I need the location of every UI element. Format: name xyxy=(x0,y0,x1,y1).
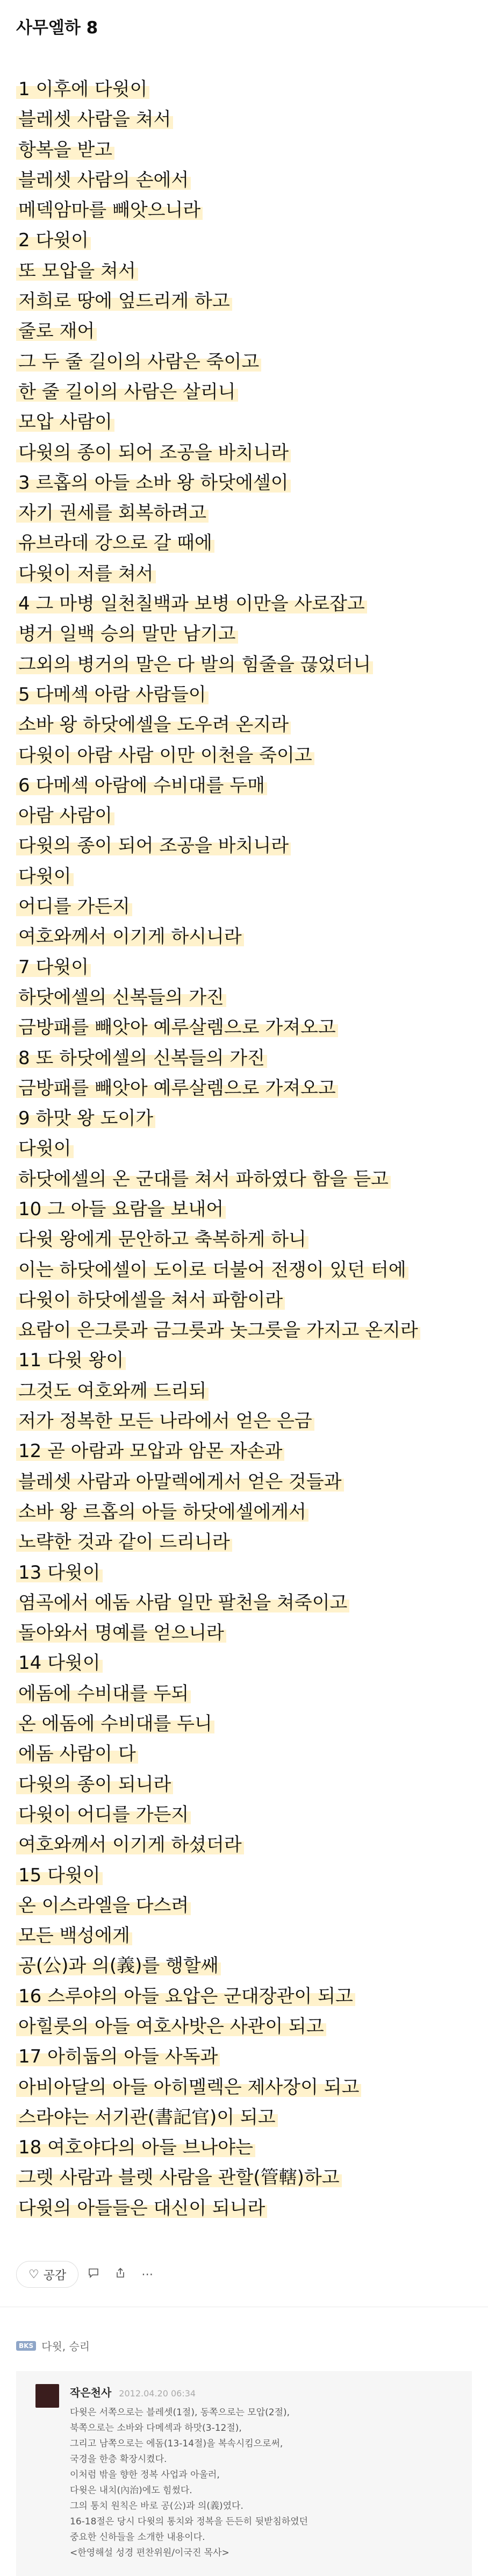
comment-line: 이처럼 밖을 향한 정복 사업과 아울러, xyxy=(70,2470,220,2480)
verse-text: 다윗의 아들들은 대신이 되니라 xyxy=(16,2197,267,2219)
comment-line: 중요한 신하들을 소개한 내용이다. xyxy=(70,2532,205,2543)
verse-text: 그것도 여호와께 드리되 xyxy=(16,1380,209,1402)
verse-line xyxy=(0,1315,488,1345)
verse-line xyxy=(0,1981,488,2011)
verse-text: 여호와께서 이기게 하시니라 xyxy=(16,926,244,947)
verse-line xyxy=(0,619,488,649)
tag-badge: BKS xyxy=(16,2341,36,2351)
verse-text: 소바 왕 하닷에셀을 도우려 온지라 xyxy=(16,714,291,736)
verse-text: 온 에돔에 수비대를 두니 xyxy=(16,1713,214,1735)
verse-line xyxy=(0,1255,488,1285)
verse-text: 1 이후에 다윗이 xyxy=(16,79,149,100)
tag-row xyxy=(16,2338,90,2353)
comment-icon[interactable] xyxy=(82,2267,105,2282)
verse-text: 4 그 마병 일천칠백과 보병 이만을 사로잡고 xyxy=(16,593,367,615)
verse-line xyxy=(0,1618,488,1648)
verse-text: 자기 권세를 회복하려고 xyxy=(16,502,209,524)
verse-text: 다윗이 어디를 가든지 xyxy=(16,1804,191,1825)
verse-text: 온 이스라엘을 다스려 xyxy=(16,1895,191,1916)
verse-line xyxy=(0,1679,488,1709)
verse-line xyxy=(0,1133,488,1164)
verse-text: 10 그 아들 요람을 보내어 xyxy=(16,1198,226,1220)
verse-text: 아람 사람이 xyxy=(16,805,114,826)
verse-line xyxy=(0,2011,488,2042)
verse-line xyxy=(0,165,488,195)
post-actions xyxy=(16,2261,159,2288)
verse-text: 저가 정복한 모든 나라에서 얻은 은금 xyxy=(16,1410,314,1432)
verse-list xyxy=(0,74,488,2223)
verse-text: 어디를 가든지 xyxy=(16,896,132,917)
comment-line: 다윗은 내치(內治)에도 힘썼다. xyxy=(70,2485,192,2496)
verse-text: 다윗이 저를 쳐서 xyxy=(16,563,156,584)
verse-text: 에돔 사람이 다 xyxy=(16,1743,138,1765)
verse-text: 다윗이 아람 사람 이만 이천을 죽이고 xyxy=(16,745,314,766)
verse-line xyxy=(0,1648,488,1678)
verse-text: 9 하맛 왕 도이가 xyxy=(16,1108,155,1129)
verse-text: 공(公)과 의(義)를 행할쌔 xyxy=(16,1955,221,1976)
verse-line xyxy=(0,922,488,952)
verse-line xyxy=(0,1527,488,1557)
verse-line xyxy=(0,468,488,498)
comment-line: 국경을 한층 확장시켰다. xyxy=(70,2454,167,2465)
like-button[interactable] xyxy=(16,2261,78,2288)
verse-line xyxy=(0,1043,488,1073)
verse-line xyxy=(0,225,488,255)
comment-line: <한영해설 성경 편찬위원/이국진 목사> xyxy=(70,2548,229,2558)
verse-line xyxy=(0,1012,488,1043)
verse-text: 그렛 사람과 블렛 사람을 관할(管轄)하고 xyxy=(16,2167,342,2188)
verse-text: 11 다윗 왕이 xyxy=(16,1350,126,1371)
verse-line xyxy=(0,1436,488,1466)
verse-text: 17 아히둡의 아들 사독과 xyxy=(16,2046,220,2067)
verse-line xyxy=(0,1467,488,1497)
heart-icon: ♡ xyxy=(28,2267,39,2281)
verse-line xyxy=(0,1406,488,1436)
verse-text: 염곡에서 에돔 사람 일만 팔천을 쳐죽이고 xyxy=(16,1592,349,1614)
verse-line xyxy=(0,1921,488,1951)
verse-text: 모든 백성에게 xyxy=(16,1925,132,1946)
verse-text: 15 다윗이 xyxy=(16,1865,103,1886)
verse-text: 13 다윗이 xyxy=(16,1562,103,1583)
verse-text: 하닷에셀의 신복들의 가진 xyxy=(16,987,226,1008)
verse-text: 항복을 받고 xyxy=(16,139,114,161)
verse-line xyxy=(0,1164,488,1194)
verse-text: 다윗의 종이 되니라 xyxy=(16,1774,173,1795)
verse-text: 블레셋 사람을 쳐서 xyxy=(16,109,173,130)
verse-text: 5 다메섹 아람 사람들이 xyxy=(16,684,209,705)
verse-line xyxy=(0,316,488,346)
comment-date: 2012.04.20 06:34 xyxy=(119,2388,196,2399)
verse-text: 유브라데 강으로 갈 때에 xyxy=(16,532,214,554)
verse-text: 2 다윗이 xyxy=(16,230,91,251)
verse-line xyxy=(0,528,488,558)
verse-line xyxy=(0,650,488,680)
verse-line xyxy=(0,982,488,1012)
verse-line xyxy=(0,1558,488,1588)
verse-line xyxy=(0,1739,488,1769)
verse-line xyxy=(0,1224,488,1254)
verse-line xyxy=(0,347,488,377)
verse-text: 블레셋 사람과 아말렉에게서 얻은 것들과 xyxy=(16,1471,344,1493)
verse-line xyxy=(0,680,488,710)
verse-line xyxy=(0,1103,488,1133)
verse-text: 14 다윗이 xyxy=(16,1652,103,1674)
verse-line xyxy=(0,1376,488,1406)
verse-text: 요람이 은그릇과 금그릇과 놋그릇을 가지고 온지라 xyxy=(16,1319,420,1341)
verse-text: 메덱암마를 빼앗으니라 xyxy=(16,199,203,221)
verse-text: 소바 왕 르홉의 아들 하닷에셀에게서 xyxy=(16,1501,308,1523)
share-icon[interactable] xyxy=(109,2267,132,2282)
verse-text: 다윗의 종이 되어 조공을 바치니라 xyxy=(16,835,291,857)
verse-text: 모압 사람이 xyxy=(16,411,114,433)
verse-line xyxy=(0,770,488,801)
verse-text: 6 다메섹 아람에 수비대를 두매 xyxy=(16,775,267,796)
verse-line xyxy=(0,1588,488,1618)
comment-line: 다윗은 서쪽으로는 블레셋(1절), 동쪽으로는 모압(2절), xyxy=(70,2407,290,2418)
verse-line xyxy=(0,1769,488,1800)
verse-line xyxy=(0,952,488,982)
verse-text: 돌아와서 명예를 얻으니라 xyxy=(16,1622,226,1644)
verse-text: 16 스루야의 아들 요압은 군대장관이 되고 xyxy=(16,1986,355,2007)
verse-text: 다윗 왕에게 문안하고 축복하게 하니 xyxy=(16,1229,308,1250)
verse-line xyxy=(0,195,488,225)
verse-text: 노략한 것과 같이 드리니라 xyxy=(16,1531,232,1553)
verse-text: 하닷에셀의 온 군대를 쳐서 파하였다 함을 듣고 xyxy=(16,1168,391,1190)
verse-text: 또 모압을 쳐서 xyxy=(16,260,138,282)
verse-text: 3 르홉의 아들 소바 왕 하닷에셀이 xyxy=(16,472,291,494)
verse-line xyxy=(0,2042,488,2072)
verse-line xyxy=(0,2193,488,2223)
verse-text: 금방패를 빼앗아 예루살렘으로 가져오고 xyxy=(16,1078,338,1099)
verse-line xyxy=(0,1951,488,1981)
verse-line xyxy=(0,1497,488,1527)
post-title: 사무엘하 8 xyxy=(16,18,98,38)
verse-text: 블레셋 사람의 손에서 xyxy=(16,169,191,191)
more-icon[interactable]: ⋯ xyxy=(141,2267,154,2281)
verse-line xyxy=(0,559,488,589)
verse-line xyxy=(0,1194,488,1224)
verse-line xyxy=(0,407,488,437)
verse-text: 다윗이 하닷에셀을 쳐서 파함이라 xyxy=(16,1289,285,1311)
verse-text: 여호와께서 이기게 하셨더라 xyxy=(16,1834,244,1856)
verse-text: 그외의 병거의 말은 다 발의 힘줄을 끊었더니 xyxy=(16,654,373,675)
verse-text: 한 줄 길이의 사람은 살리니 xyxy=(16,381,238,403)
verse-line xyxy=(0,74,488,104)
verse-line xyxy=(0,1285,488,1315)
avatar[interactable] xyxy=(35,2384,59,2408)
verse-line xyxy=(0,1345,488,1375)
verse-line xyxy=(0,104,488,134)
verse-text: 12 곧 아람과 모압과 암몬 자손과 xyxy=(16,1440,284,1462)
comment-text xyxy=(70,2405,457,2561)
verse-line xyxy=(0,801,488,831)
verse-line xyxy=(0,1890,488,1921)
verse-text: 8 또 하닷에셀의 신복들의 가진 xyxy=(16,1047,267,1069)
verse-line xyxy=(0,438,488,468)
verse-line xyxy=(0,256,488,286)
verse-line xyxy=(0,2163,488,2193)
verse-line xyxy=(0,1860,488,1890)
verse-line xyxy=(0,1830,488,1860)
verse-line xyxy=(0,135,488,165)
comment-author[interactable]: 작은천사 xyxy=(70,2386,112,2399)
verse-text: 7 다윗이 xyxy=(16,957,91,978)
verse-line xyxy=(0,1709,488,1739)
verse-line xyxy=(0,377,488,407)
comment-line: 그의 통치 원칙은 바로 공(公)과 의(義)였다. xyxy=(70,2501,243,2511)
verse-text: 저희로 땅에 엎드리게 하고 xyxy=(16,290,232,312)
verse-line xyxy=(0,740,488,770)
like-label: 공감 xyxy=(43,2268,67,2282)
comment-box xyxy=(16,2371,472,2576)
verse-text: 다윗이 xyxy=(16,1138,74,1159)
verse-line xyxy=(0,1800,488,1830)
verse-text: 병거 일백 승의 말만 남기고 xyxy=(16,623,238,645)
verse-line xyxy=(0,498,488,528)
comment-line: 북쪽으로는 소바와 다메섹과 하맛(3-12절), xyxy=(70,2423,242,2434)
verse-text: 아비아달의 아들 아히멜렉은 제사장이 되고 xyxy=(16,2077,361,2098)
verse-text: 다윗이 xyxy=(16,866,74,887)
verse-line xyxy=(0,861,488,891)
verse-line xyxy=(0,286,488,316)
verse-line xyxy=(0,710,488,740)
verse-text: 이는 하닷에셀이 도이로 더불어 전쟁이 있던 터에 xyxy=(16,1259,408,1281)
verse-text: 18 여호야다의 아들 브나야는 xyxy=(16,2137,255,2158)
comment-line: 16-18절은 당시 다윗의 통치와 정복을 든든히 뒷받침하였던 xyxy=(70,2516,308,2527)
comment-line: 그리고 남쪽으로는 에돔(13-14절)을 복속시킴으로써, xyxy=(70,2438,283,2449)
verse-text: 줄로 재어 xyxy=(16,320,97,342)
verse-line xyxy=(0,2072,488,2102)
verse-text: 그 두 줄 길이의 사람은 죽이고 xyxy=(16,351,261,373)
verse-text: 다윗의 종이 되어 조공을 바치니라 xyxy=(16,442,291,463)
verse-line xyxy=(0,831,488,861)
verse-line xyxy=(0,891,488,922)
verse-text: 에돔에 수비대를 두되 xyxy=(16,1683,191,1704)
verse-text: 금방패를 빼앗아 예루살렘으로 가져오고 xyxy=(16,1017,338,1038)
verse-line xyxy=(0,1073,488,1103)
verse-line xyxy=(0,2102,488,2132)
tag-link[interactable]: 다윗, 승리 xyxy=(41,2340,90,2353)
verse-line xyxy=(0,2132,488,2163)
verse-text: 스라야는 서기관(書記官)이 되고 xyxy=(16,2107,278,2128)
verse-text: 아힐룻의 아들 여호사밧은 사관이 되고 xyxy=(16,2016,326,2037)
verse-line xyxy=(0,589,488,619)
